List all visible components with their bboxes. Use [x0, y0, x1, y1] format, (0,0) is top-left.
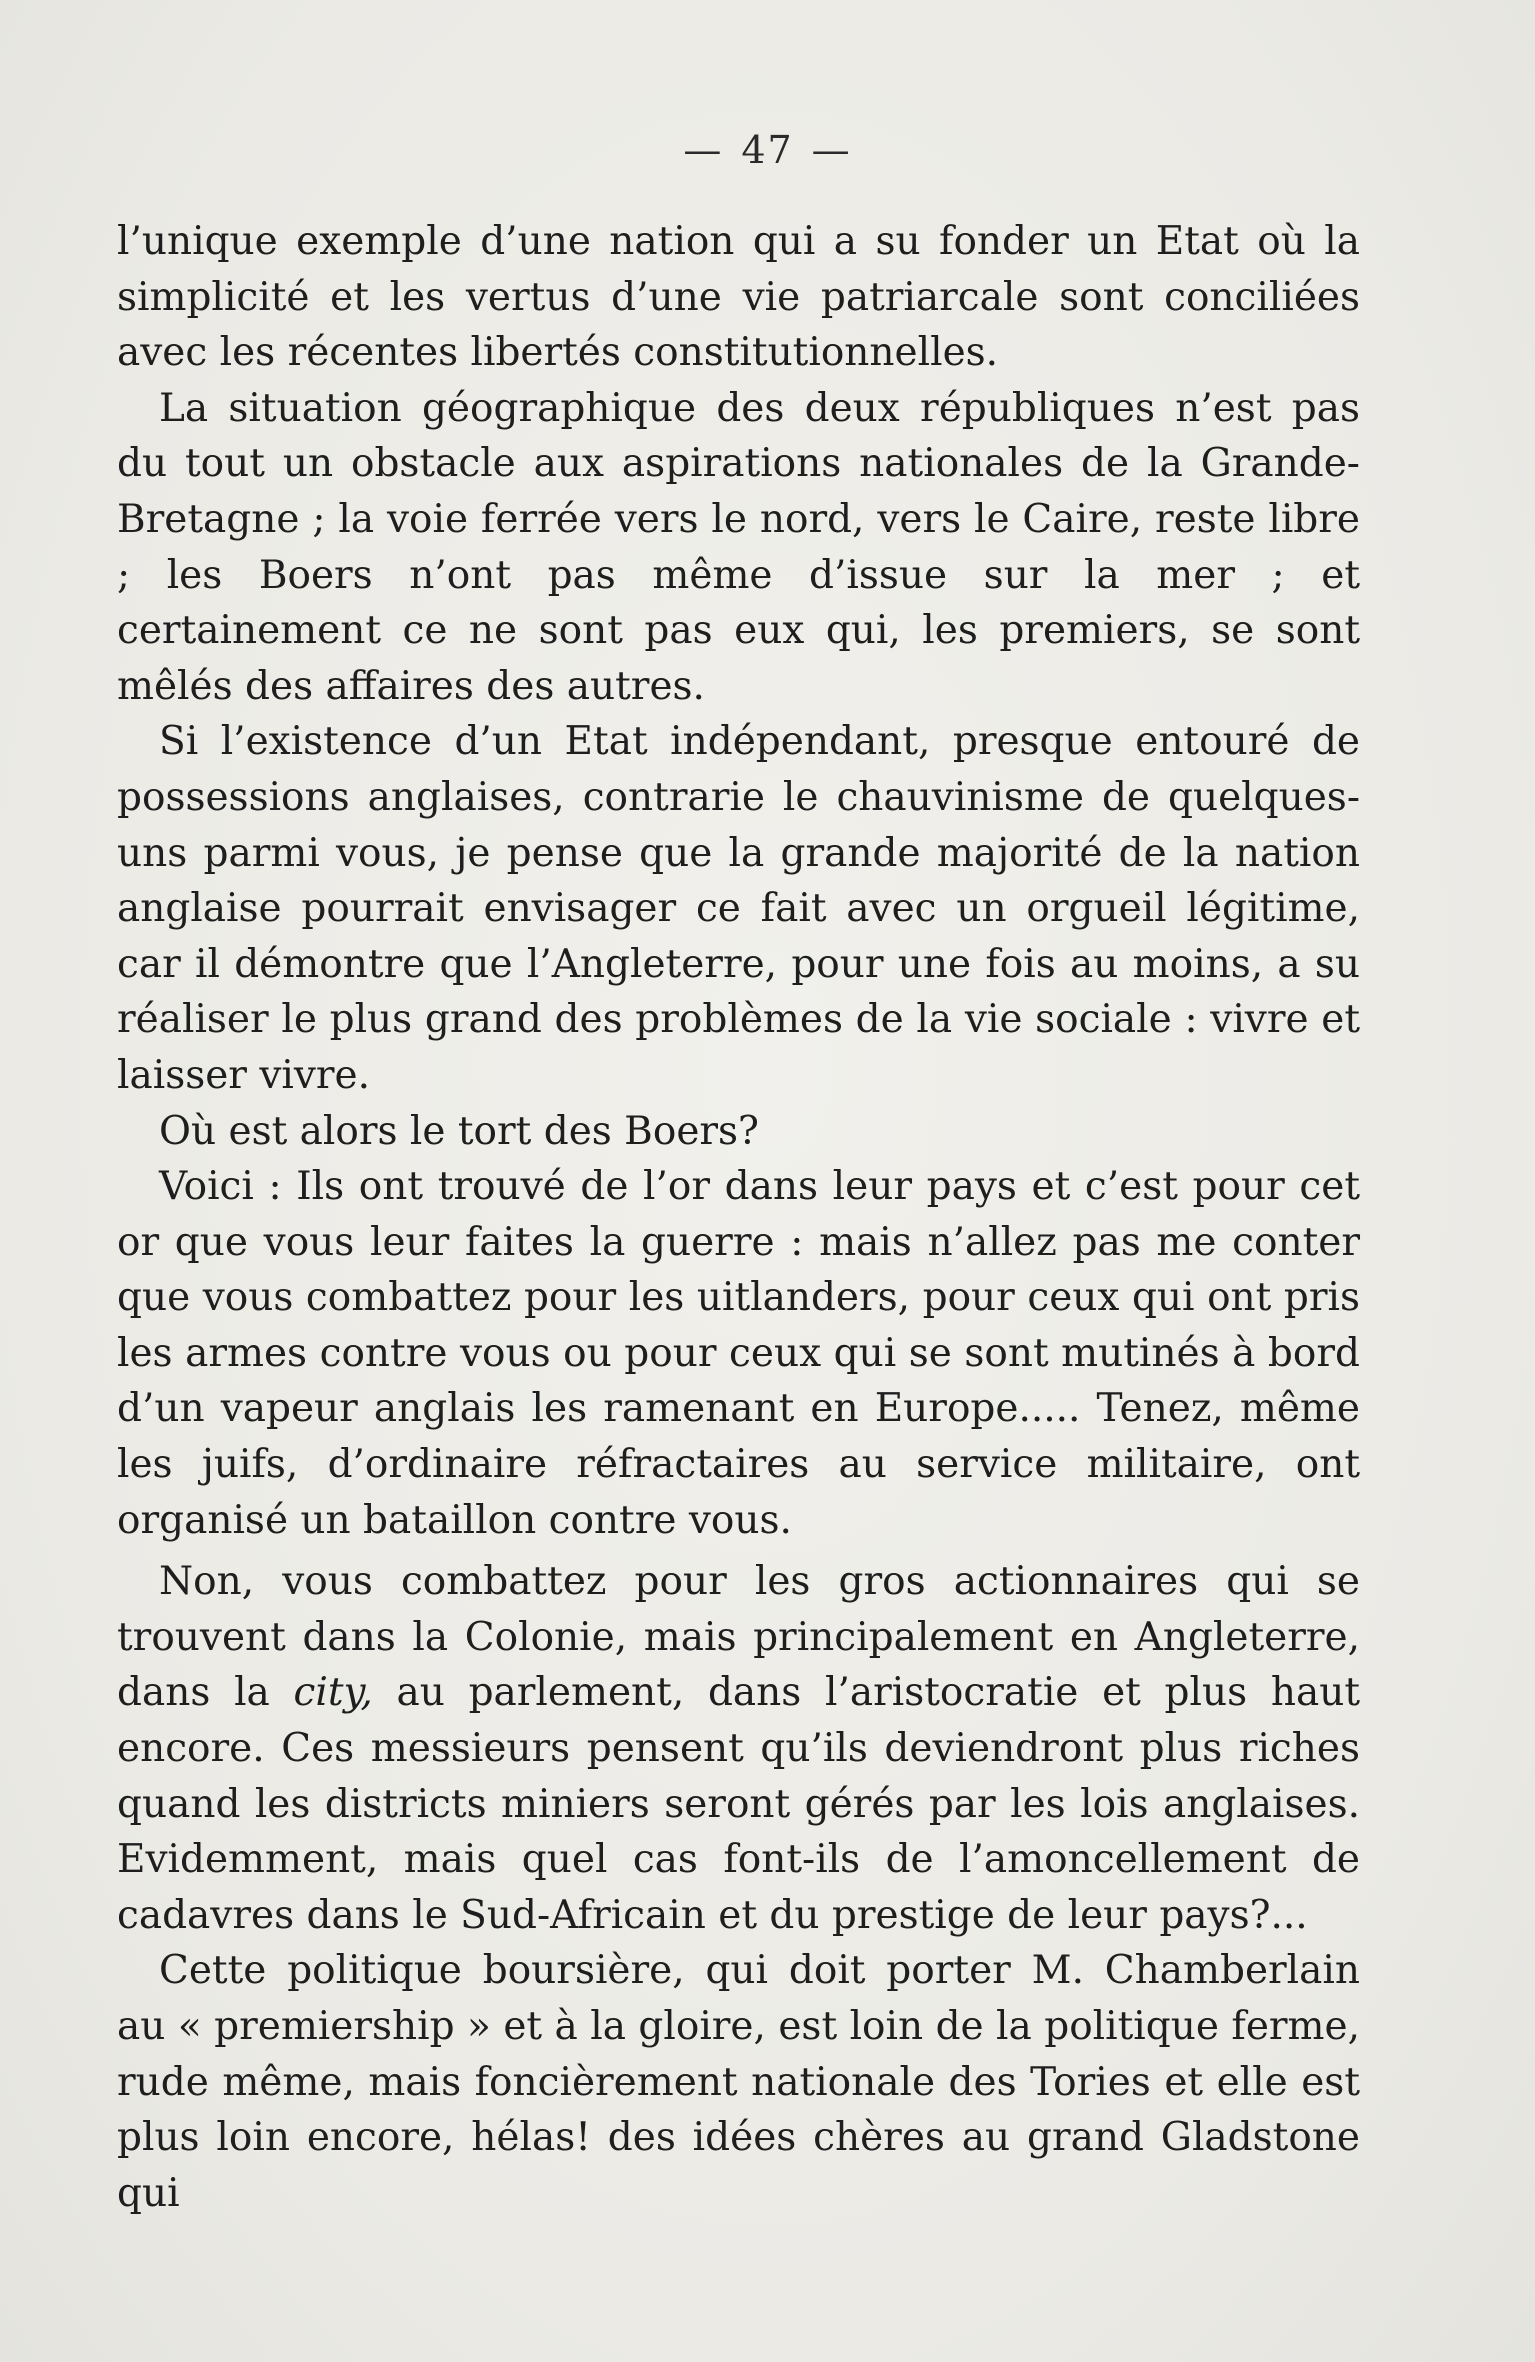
paragraph-6-before: Non, vous combattez pour les gros actionnaires qui se trouvent dans la Colonie, mais principalement en Angleterre, dans la: [117, 1559, 1360, 1716]
paragraph-6: [117, 1554, 1360, 1943]
page-number-dash-right: —: [811, 128, 852, 172]
paragraph-3: Si l’existence d’un Etat indépendant, presque entouré de possessions anglaises, contrarie le chauvinisme de quelques-uns parmi vous, je pense que la grande majorité de la nation anglaise pourrait envisager ce fait avec un orgueil légitime, car il démontre que l’Angleterre, pour une fois au moins, a su réaliser le plus grand des problèmes de la vie sociale : vivre et laisser vivre.: [117, 719, 1360, 1098]
paragraph-2: La situation géographique des deux républiques n’est pas du tout un obstacle aux aspirations nationales de la Grande-Bretagne ; la voie ferrée vers le nord, vers le Caire, reste libre ; les Boers n’ont pas même d’issue sur la mer ; et certainement ce ne sont pas eux qui, les premiers, se sont mêlés des affaires des autres.: [117, 385, 1360, 709]
paragraph-7: Cette politique boursière, qui doit porter M. Chamberlain au « premiership » et à la gloire, est loin de la politique ferme, rude même, mais foncièrement nationale des Tories et elle est plus loin encore, hélas! des idées chères au grand Gladstone qui: [117, 1948, 1360, 2216]
paragraph-6-italic-city: city,: [293, 1670, 373, 1716]
body-text: [117, 214, 1360, 2221]
page-number: [0, 128, 1535, 172]
page-number-value: 47: [741, 128, 794, 172]
paragraph-1: l’unique exemple d’une nation qui a su fonder un Etat où la simplicité et les vertus d’une vie patriarcale sont conciliées avec les récentes libertés constitutionnelles.: [117, 219, 1360, 376]
paragraph-4: Où est alors le tort des Boers?: [159, 1108, 759, 1154]
paragraph-5: Voici : Ils ont trouvé de l’or dans leur pays et c’est pour cet or que vous leur faites la guerre : mais n’allez pas me conter que vous combattez pour les uitlanders, pour ceux qui ont pris les armes contre vous ou pour ceux qui se sont mutinés à bord d’un vapeur anglais les ramenant en Europe..... Tenez, même les juifs, d’ordinaire réfractaires au service militaire, ont organisé un bataillon contre vous.: [117, 1164, 1360, 1543]
paragraph-6-after: au parlement, dans l’aristocratie et plus haut encore. Ces messieurs pensent qu’ils deviendront plus riches quand les districts miniers seront gérés par les lois anglaises. Evidemment, mais quel cas font-ils de l’amoncellement de cadavres dans le Sud-Africain et du prestige de leur pays?...: [117, 1670, 1360, 1938]
page-number-dash-left: —: [683, 128, 724, 172]
